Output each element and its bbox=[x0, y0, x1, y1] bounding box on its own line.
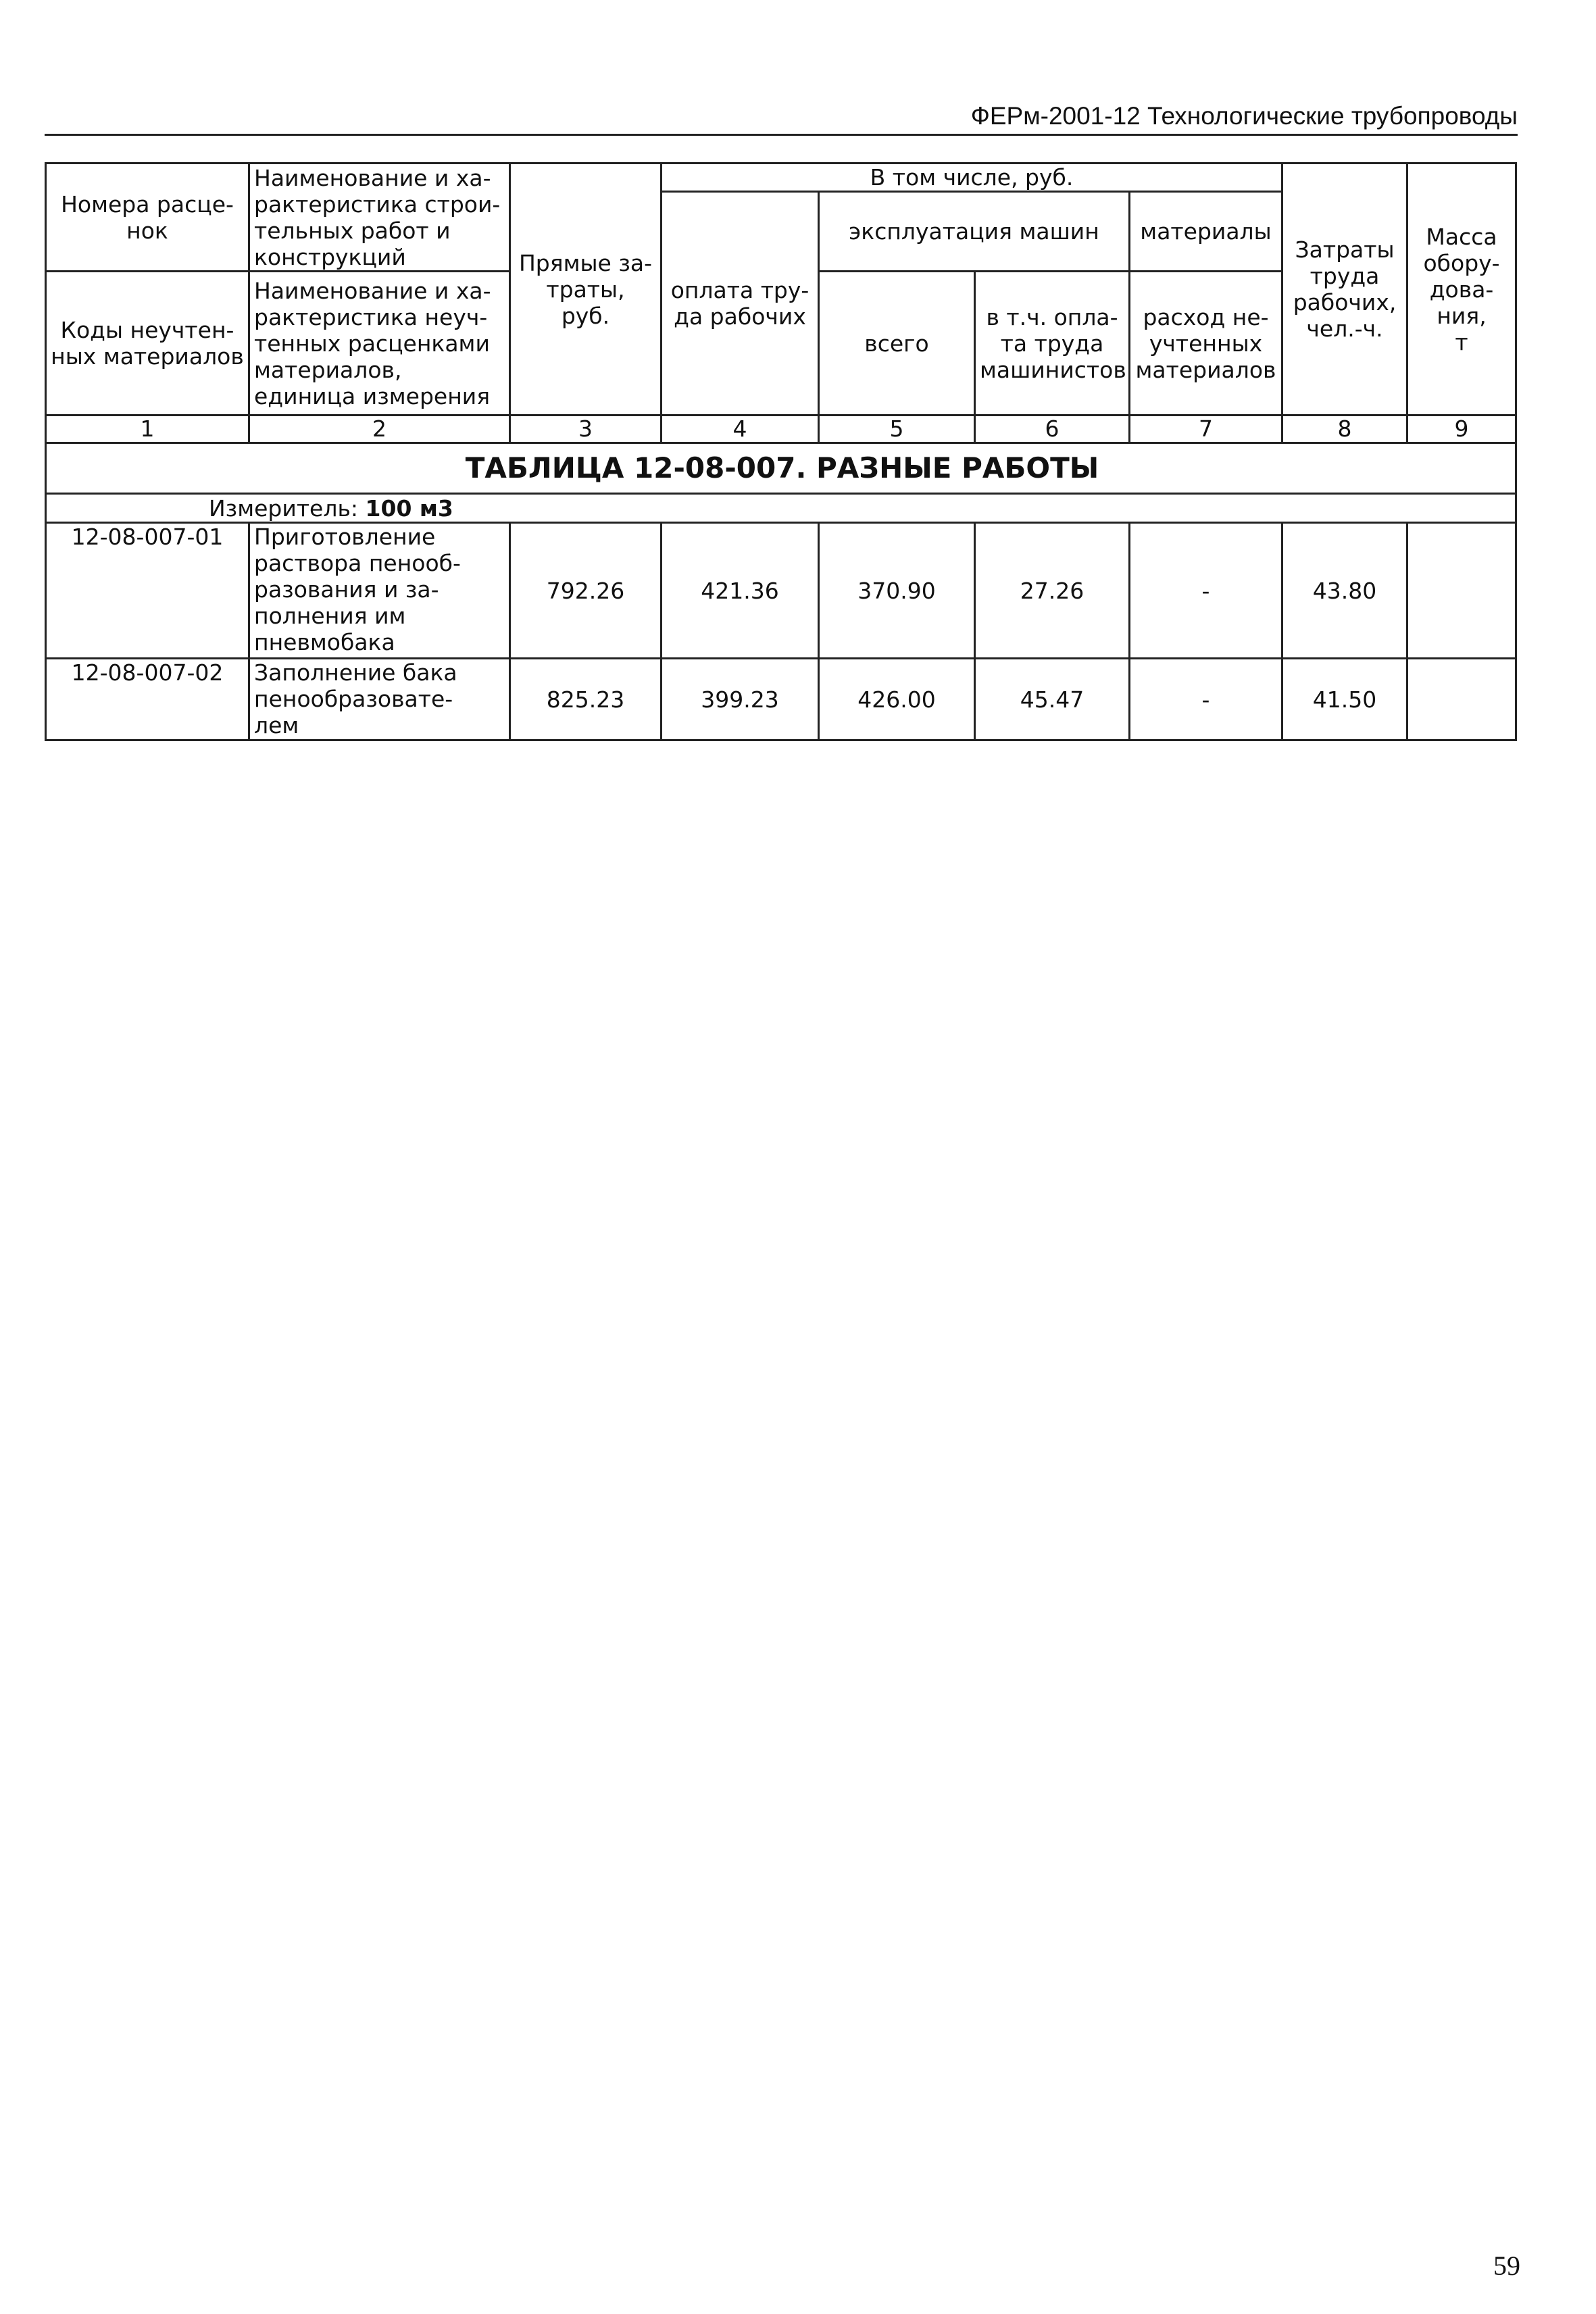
column-number: 2 bbox=[249, 416, 510, 443]
table-row bbox=[46, 659, 1516, 740]
column-number: 6 bbox=[975, 416, 1130, 443]
section-title: ТАБЛИЦА 12-08-007. РАЗНЫЕ РАБОТЫ bbox=[465, 451, 1099, 484]
column-number: 8 bbox=[1282, 416, 1407, 443]
header-unaccounted-consumption: расход не- учтенных материалов bbox=[1130, 272, 1282, 416]
page-number: 59 bbox=[1493, 2250, 1520, 2281]
operators-pay: 27.26 bbox=[975, 523, 1130, 659]
column-number: 4 bbox=[662, 416, 819, 443]
materials: - bbox=[1130, 523, 1282, 659]
header-rate-numbers: Номера расце- нок bbox=[46, 164, 249, 272]
header-labor-costs: Затраты труда рабочих, чел.-ч. bbox=[1282, 164, 1407, 416]
header-materials: материалы bbox=[1130, 192, 1282, 272]
header-labor-pay: оплата тру- да рабочих bbox=[662, 192, 819, 416]
equipment-mass bbox=[1407, 523, 1516, 659]
column-number: 1 bbox=[46, 416, 249, 443]
rates-table bbox=[45, 162, 1517, 741]
materials: - bbox=[1130, 659, 1282, 740]
header-unaccounted-name: Наименование и ха- рактеристика неуч- тенных расценками материалов, единица измерения bbox=[249, 272, 510, 416]
header-total: всего bbox=[819, 272, 975, 416]
running-header: ФЕРм-2001-12 Технологические трубопроводы bbox=[45, 101, 1518, 136]
rate-code: 12-08-007-02 bbox=[46, 659, 249, 740]
work-name: Заполнение бака пенообразовате- лем bbox=[249, 659, 510, 740]
header-machine-operation: эксплуатация машин bbox=[819, 192, 1130, 272]
table-row bbox=[46, 523, 1516, 659]
labor-hours: 41.50 bbox=[1282, 659, 1407, 740]
labor-pay: 421.36 bbox=[662, 523, 819, 659]
labor-hours: 43.80 bbox=[1282, 523, 1407, 659]
labor-pay: 399.23 bbox=[662, 659, 819, 740]
measure-cell bbox=[46, 494, 1516, 523]
header-work-name: Наименование и ха- рактеристика строи- тельных работ и конструкций bbox=[249, 164, 510, 272]
header-direct-costs: Прямые за- траты, руб. bbox=[510, 164, 662, 416]
column-number: 7 bbox=[1130, 416, 1282, 443]
rate-code: 12-08-007-01 bbox=[46, 523, 249, 659]
column-number: 3 bbox=[510, 416, 662, 443]
machines-total: 426.00 bbox=[819, 659, 975, 740]
measure-value: 100 м3 bbox=[365, 495, 453, 522]
header-including: В том числе, руб. bbox=[662, 164, 1282, 192]
header-unaccounted-codes: Коды неучтен- ных материалов bbox=[46, 272, 249, 416]
direct-costs: 792.26 bbox=[510, 523, 662, 659]
measure-label: Измеритель: bbox=[209, 495, 359, 522]
header-equipment-mass: Масса обору- дова- ния, т bbox=[1407, 164, 1516, 416]
column-number: 9 bbox=[1407, 416, 1516, 443]
column-number: 5 bbox=[819, 416, 975, 443]
operators-pay: 45.47 bbox=[975, 659, 1130, 740]
work-name: Приготовление раствора пенооб- разования и за- полнения им пневмобака bbox=[249, 523, 510, 659]
section-title-cell bbox=[46, 443, 1516, 494]
header-operators-pay: в т.ч. опла- та труда машинистов bbox=[975, 272, 1130, 416]
machines-total: 370.90 bbox=[819, 523, 975, 659]
direct-costs: 825.23 bbox=[510, 659, 662, 740]
equipment-mass bbox=[1407, 659, 1516, 740]
